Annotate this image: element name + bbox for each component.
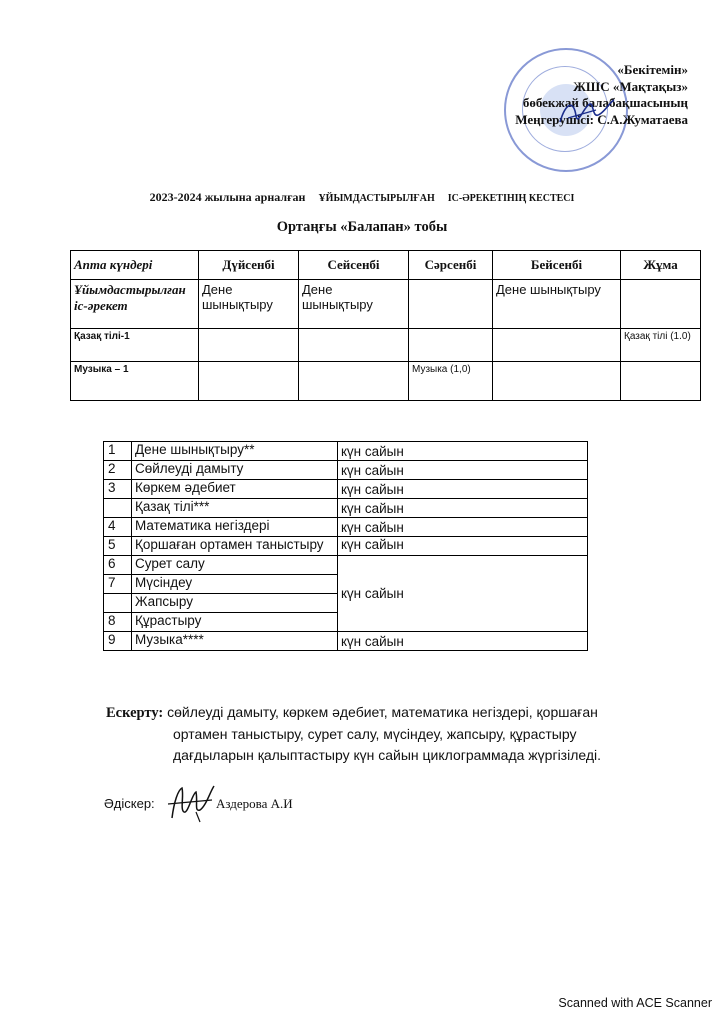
schedule-cell: Дене шынықтыру [199,280,299,329]
schedule-cell: Ұйымдастырылған іс-әрекет [71,280,199,329]
subject-frequency: күн сайын [338,461,588,480]
subject-number: 7 [104,575,132,594]
subject-number [104,499,132,518]
subject-number: 1 [104,442,132,461]
schedule-header-cell: Сейсенбі [299,251,409,280]
schedule-header-cell: Бейсенбі [493,251,621,280]
heading-part-1: ҰЙЫМДАСТЫРЫЛҒАН [318,193,435,204]
schedule-row [71,329,701,362]
schedule-cell [409,280,493,329]
note-line-3: дағдыларын қалыптастыру күн сайын циклограммада жүргізіледі. [173,747,602,763]
methodist-block [104,796,293,812]
note-label: Ескерту: [106,705,164,721]
subject-number: 6 [104,556,132,575]
subject-name: Қоршаған ортамен таныстыру [132,537,338,556]
subject-frequency: күн сайын [338,518,588,537]
subjects-table [103,441,588,651]
schedule-cell: Қазақ тілі-1 [71,329,199,362]
heading-part-2: ІС-ӘРЕКЕТІНІҢ КЕСТЕСІ [447,193,575,204]
weekly-schedule-table [70,250,701,401]
subject-name: Музыка**** [132,632,338,651]
subject-number: 5 [104,537,132,556]
subject-frequency-merged: күн сайын [338,556,588,632]
subject-name: Дене шынықтыру** [132,442,338,461]
schedule-cell: Қазақ тілі (1.0) [621,329,701,362]
approval-line-2: ЖШС «Мақтақыз» [573,78,688,94]
schedule-cell [199,329,299,362]
approval-line-1: «Бекітемін» [617,62,688,77]
subject-frequency: күн сайын [338,480,588,499]
heading-year: 2023-2024 жылына арналған [149,190,306,204]
document-heading [0,190,724,205]
approval-line-3: бөбекжай балабақшасының [522,95,688,110]
subject-row [104,461,588,480]
schedule-cell [493,329,621,362]
schedule-cell [299,362,409,401]
subject-name: Қазақ тілі*** [132,499,338,518]
approval-line-4: Меңгерушісі: С.А.Жуматаева [515,111,688,127]
subject-number: 8 [104,613,132,632]
subject-name: Жапсыру [132,594,338,613]
schedule-cell: Дене шынықтыру [299,280,409,329]
group-title: Ортаңғы «Балапан» тобы [276,219,448,235]
schedule-cell [621,280,701,329]
schedule-header-cell: Жұма [621,251,701,280]
director-signature-icon [556,96,616,130]
subject-frequency: күн сайын [338,537,588,556]
subject-frequency: күн сайын [338,499,588,518]
schedule-header-row [71,251,701,280]
subject-row [104,518,588,537]
subject-row [104,442,588,461]
schedule-cell [409,329,493,362]
schedule-row [71,362,701,401]
subject-number: 9 [104,632,132,651]
subject-name: Көркем әдебиет [132,480,338,499]
schedule-cell [299,329,409,362]
subject-number: 3 [104,480,132,499]
subject-number: 2 [104,461,132,480]
subject-row [104,499,588,518]
schedule-cell [493,362,621,401]
note-block [106,702,686,766]
subject-frequency: күн сайын [338,632,588,651]
subject-row [104,632,588,651]
schedule-cell [199,362,299,401]
subject-name: Сөйлеуді дамыту [132,461,338,480]
subject-row [104,480,588,499]
subject-number: 4 [104,518,132,537]
subject-row [104,537,588,556]
schedule-header-cell: Апта күндері [71,251,199,280]
schedule-cell [621,362,701,401]
note-line-2: ортамен таныстыру, сурет салу, мүсіндеу, жапсыру, құрастыру [173,726,577,742]
subject-name: Мүсіндеу [132,575,338,594]
subject-frequency: күн сайын [338,442,588,461]
methodist-label: Әдіскер: [104,796,155,811]
subject-name: Құрастыру [132,613,338,632]
scanner-watermark: Scanned with ACE Scanner [558,996,712,1010]
schedule-cell: Музыка – 1 [71,362,199,401]
methodist-signature-icon [166,782,218,826]
note-line-1: сөйлеуді дамыту, көркем әдебиет, математика негіздері, қоршаған [167,704,598,720]
schedule-cell: Дене шынықтыру [493,280,621,329]
subject-name: Математика негіздері [132,518,338,537]
schedule-cell: Музыка (1,0) [409,362,493,401]
subject-name: Сурет салу [132,556,338,575]
schedule-row [71,280,701,329]
subject-row [104,556,588,575]
subject-number [104,594,132,613]
schedule-header-cell: Сәрсенбі [409,251,493,280]
schedule-header-cell: Дүйсенбі [199,251,299,280]
methodist-name: Аздерова А.И [216,796,293,811]
